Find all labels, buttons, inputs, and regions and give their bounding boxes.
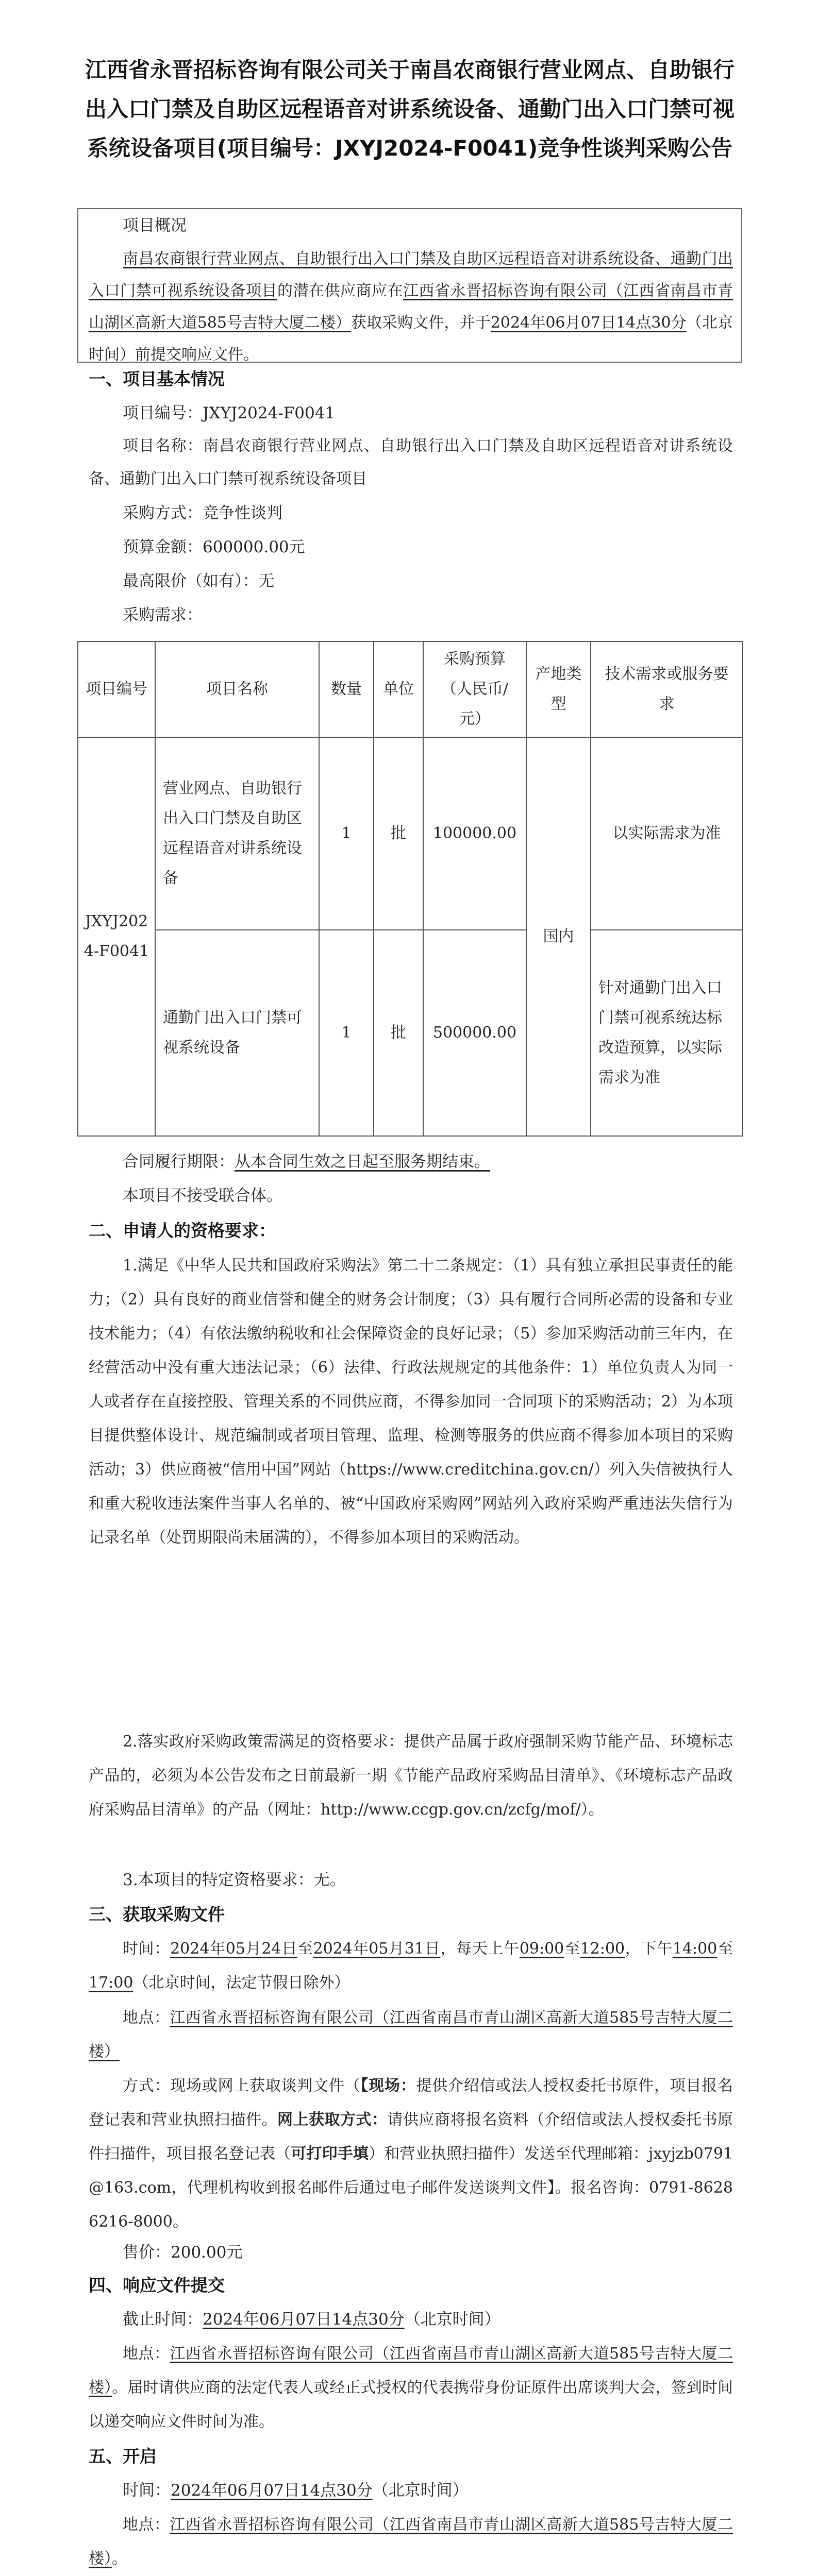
cell-unit: 批 xyxy=(374,930,423,1136)
document-price: 售价：200.00元 xyxy=(123,2243,243,2262)
section-5-heading: 五、开启 xyxy=(89,2446,157,2466)
section-2-heading: 二、申请人的资格要求： xyxy=(89,1221,276,1241)
acquire-place: 地点：江西省永晋招标咨询有限公司（江西省南昌市青山湖区高新大道585号吉特大厦二楼） xyxy=(89,2009,733,2061)
qualification-2: 2.落实政府采购政策需满足的资格要求：提供产品属于政府强制采购节能产品、环境标志产品的，必须为本公告发布之日前最新一期《节能产品政府采购品目清单》、《环境标志产品政府采购品目清单》的产品（网址：http://www.ccgp.gov.cn/zcfg/mof/）。 xyxy=(89,1733,733,1819)
cell-project-code: JXYJ2024-F0041 xyxy=(78,737,155,1136)
project-number: 项目编号：JXYJ2024-F0041 xyxy=(123,404,336,422)
cell-item-name: 营业网点、自助银行出入口门禁及自助区远程语音对讲系统设备 xyxy=(155,737,319,930)
acquire-time: 时间：2024年05月24日至2024年05月31日，每天上午09:00至12:00，下午14:00至17:00（北京时间，法定节假日除外） xyxy=(89,1940,733,1992)
cell-unit: 批 xyxy=(374,737,423,930)
document-title: 江西省永晋招标咨询有限公司关于南昌农商银行营业网点、自助银行出入口门禁及自助区远程语音对讲系统设备、通勤门出入口门禁可视系统设备项目(项目编号：JXYJ2024-F0041)竞争性谈判采购公告 xyxy=(85,57,734,161)
overview-text: 南昌农商银行营业网点、自助银行出入口门禁及自助区远程语音对讲系统设备、通勤门出入口门禁可视系统设备项目的潜在供应商应在江西省永晋招标咨询有限公司（江西省南昌市青山湖区高新大道585号吉特大厦二楼）获取采购文件，并于2024年06月07日14点30分（北京时间）前提交响应文件。 xyxy=(89,250,733,364)
opening-place: 地点：江西省永晋招标咨询有限公司（江西省南昌市青山湖区高新大道585号吉特大厦二楼）。 xyxy=(89,2516,733,2568)
overview-location: 江西省永晋招标咨询有限公司（江西省南昌市青山湖区高新大道585号吉特大厦二楼） xyxy=(89,282,733,332)
requirements-table xyxy=(77,641,743,1137)
cell-tech-req: 以实际需求为准 xyxy=(591,737,743,930)
table-row xyxy=(78,930,743,1136)
table-row xyxy=(78,737,743,930)
overview-project-name: 南昌农商银行营业网点、自助银行出入口门禁及自助区远程语音对讲系统设备、通勤门出入口门禁可视系统设备项目 xyxy=(89,250,733,300)
requirements-label: 采购需求： xyxy=(123,606,203,624)
header-budget: 采购预算（人民币/元） xyxy=(423,641,526,737)
contract-period: 合同履行期限：从本合同生效之日起至服务期结束。 xyxy=(123,1153,490,1171)
submission-deadline: 截止时间：2024年06月07日14点30分（北京时间） xyxy=(123,2310,500,2329)
cell-qty: 1 xyxy=(319,737,374,930)
cell-origin: 国内 xyxy=(526,737,591,1136)
project-name: 项目名称：南昌农商银行营业网点、自助银行出入口门禁及自助区远程语音对讲系统设备、通勤门出入口门禁可视系统设备项目 xyxy=(89,437,733,488)
header-tech: 技术需求或服务要求 xyxy=(591,641,743,737)
cell-item-name: 通勤门出入口门禁可视系统设备 xyxy=(155,930,319,1136)
table-header-row xyxy=(78,641,743,737)
acquire-method: 方式：现场或网上获取谈判文件（【现场：提供介绍信或法人授权委托书原件，项目报名登记表和营业执照扫描件。网上获取方式：请供应商将报名资料（介绍信或法人授权委托书原件扫描件，项目报名登记表（可打印手填）和营业执照扫描件）发送至代理邮箱：jxyjzb0791@163.com，代理机构收到报名邮件后通过电子邮件发送谈判文件】。报名咨询：0791-86286216-8000。 xyxy=(89,2077,733,2231)
cell-tech-req: 针对通勤门出入口门禁可视系统达标改造预算，以实际需求为准 xyxy=(591,930,743,1136)
budget-amount: 预算金额：600000.00元 xyxy=(123,538,305,556)
header-name: 项目名称 xyxy=(155,641,319,737)
cell-budget: 500000.00 xyxy=(423,930,526,1136)
section-1-heading: 一、项目基本情况 xyxy=(89,369,225,389)
submission-place: 地点：江西省永晋招标咨询有限公司（江西省南昌市青山湖区高新大道585号吉特大厦二楼）。届时请供应商的法定代表人或经正式授权的代表携带身份证原件出席谈判大会，签到时间以递交响应文件时间为准。 xyxy=(89,2345,733,2431)
overview-deadline: 2024年06月07日14点30分 xyxy=(490,314,687,332)
header-origin: 产地类型 xyxy=(526,641,591,737)
max-price: 最高限价（如有）：无 xyxy=(123,572,275,590)
cell-budget: 100000.00 xyxy=(423,737,526,930)
procurement-method: 采购方式：竞争性谈判 xyxy=(123,504,282,522)
opening-time: 时间：2024年06月07日14点30分（北京时间） xyxy=(123,2481,469,2500)
qualification-1: 1.满足《中华人民共和国政府采购法》第二十二条规定：（1）具有独立承担民事责任的能力；（2）具有良好的商业信誉和健全的财务会计制度；（3）具有履行合同所必需的设备和专业技术能力；（4）有依法缴纳税收和社会保障资金的良好记录；（5）参加采购活动前三年内，在经营活动中没有重大违法记录；（6）法律、行政法规规定的其他条件：1）单位负责人为同一人或者存在直接控股、管理关系的不同供应商，不得参加同一合同项下的采购活动；2）为本项目提供整体设计、规范编制或者项目管理、监理、检测等服务的供应商不得参加本项目的采购活动；3）供应商被“信用中国”网站（https://www.creditchina.gov.cn/）列入失信被执行人和重大税收违法案件当事人名单的、被“中国政府采购网”网站列入政府采购严重违法失信行为记录名单（处罚期限尚未届满的），不得参加本项目的采购活动。 xyxy=(89,1257,733,1547)
section-4-heading: 四、响应文件提交 xyxy=(89,2275,225,2295)
header-qty: 数量 xyxy=(319,641,374,737)
no-consortium: 本项目不接受联合体。 xyxy=(123,1187,282,1205)
section-3-heading: 三、获取采购文件 xyxy=(89,1904,225,1924)
qualification-3: 3.本项目的特定资格要求：无。 xyxy=(123,1871,346,1889)
header-unit: 单位 xyxy=(374,641,423,737)
cell-qty: 1 xyxy=(319,930,374,1136)
header-code: 项目编号 xyxy=(78,641,155,737)
overview-label: 项目概况 xyxy=(123,216,187,235)
